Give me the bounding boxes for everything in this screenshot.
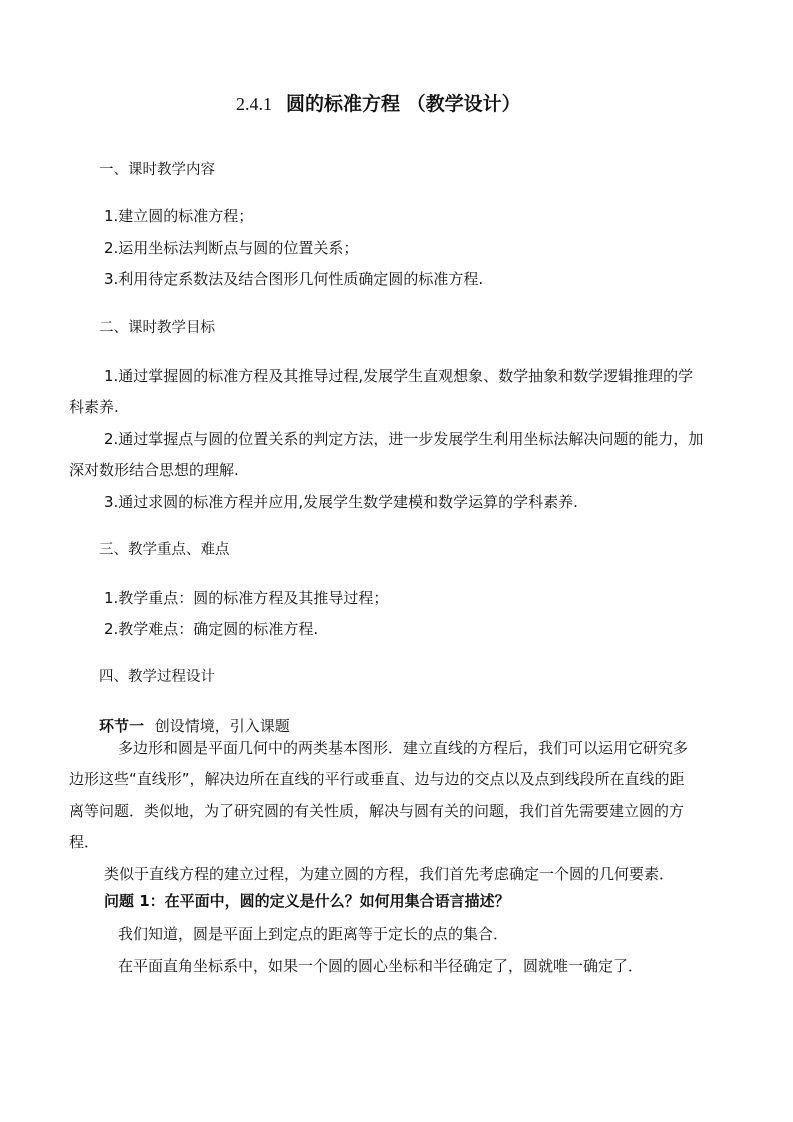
section-1-heading: 一、课时教学内容 [99, 162, 215, 178]
section-2-heading: 二、课时教学目标 [99, 320, 215, 336]
paragraph-line: 科素养. [69, 398, 119, 416]
step-heading [99, 716, 290, 736]
paragraph-line: 类似于直线方程的建立过程，为建立圆的方程，我们首先考虑确定一个圆的几何要素． [104, 865, 675, 883]
page-title [236, 92, 521, 116]
answer-line: 在平面直角坐标系中，如果一个圆的圆心坐标和半径确定了，圆就唯一确定了． [118, 957, 644, 975]
paragraph-line: 离等问题．类似地，为了研究圆的有关性质，解决与圆有关的问题，我们首先需要建立圆的方 [69, 802, 685, 820]
paragraph-line: 2.通过掌握点与圆的位置关系的判定方法，进一步发展学生利用坐标法解决问题的能力，加 [104, 430, 704, 448]
list-item: 1.教学重点：圆的标准方程及其推导过程； [104, 589, 389, 607]
section-4-heading: 四、教学过程设计 [99, 669, 215, 685]
paragraph-line: 深对数形结合思想的理解. [69, 461, 239, 479]
paragraph-line: 多边形和圆是平面几何中的两类基本图形．建立直线的方程后，我们可以运用它研究多 [118, 739, 689, 757]
question-1: 问题 1：在平面中，圆的定义是什么？如何用集合语言描述？ [104, 892, 510, 910]
title-text: 圆的标准方程 （教学设计） [286, 93, 521, 115]
step-label: 环节一 [99, 717, 145, 735]
list-item: 3.利用待定系数法及结合图形几何性质确定圆的标准方程. [104, 270, 484, 288]
list-item: 1.建立圆的标准方程； [104, 207, 254, 225]
step-title: 创设情境，引入课题 [154, 717, 290, 735]
answer-line: 我们知道，圆是平面上到定点的距离等于定长的点的集合． [118, 925, 509, 943]
paragraph-line: 3.通过求圆的标准方程并应用,发展学生数学建模和数学运算的学科素养. [104, 493, 578, 511]
list-item: 2.教学难点：确定圆的标准方程. [104, 620, 319, 638]
list-item: 2.运用坐标法判断点与圆的位置关系； [104, 239, 359, 257]
section-number: 2.4.1 [236, 94, 272, 114]
paragraph-line: 1.通过掌握圆的标准方程及其推导过程,发展学生直观想象、数学抽象和数学逻辑推理的学 [104, 367, 694, 385]
paragraph-line: 程． [69, 833, 100, 851]
section-3-heading: 三、教学重点、难点 [99, 542, 230, 558]
paragraph-line: 边形这些“直线形”，解决边所在直线的平行或垂直、边与边的交点以及点到线段所在直线的距 [69, 770, 685, 788]
